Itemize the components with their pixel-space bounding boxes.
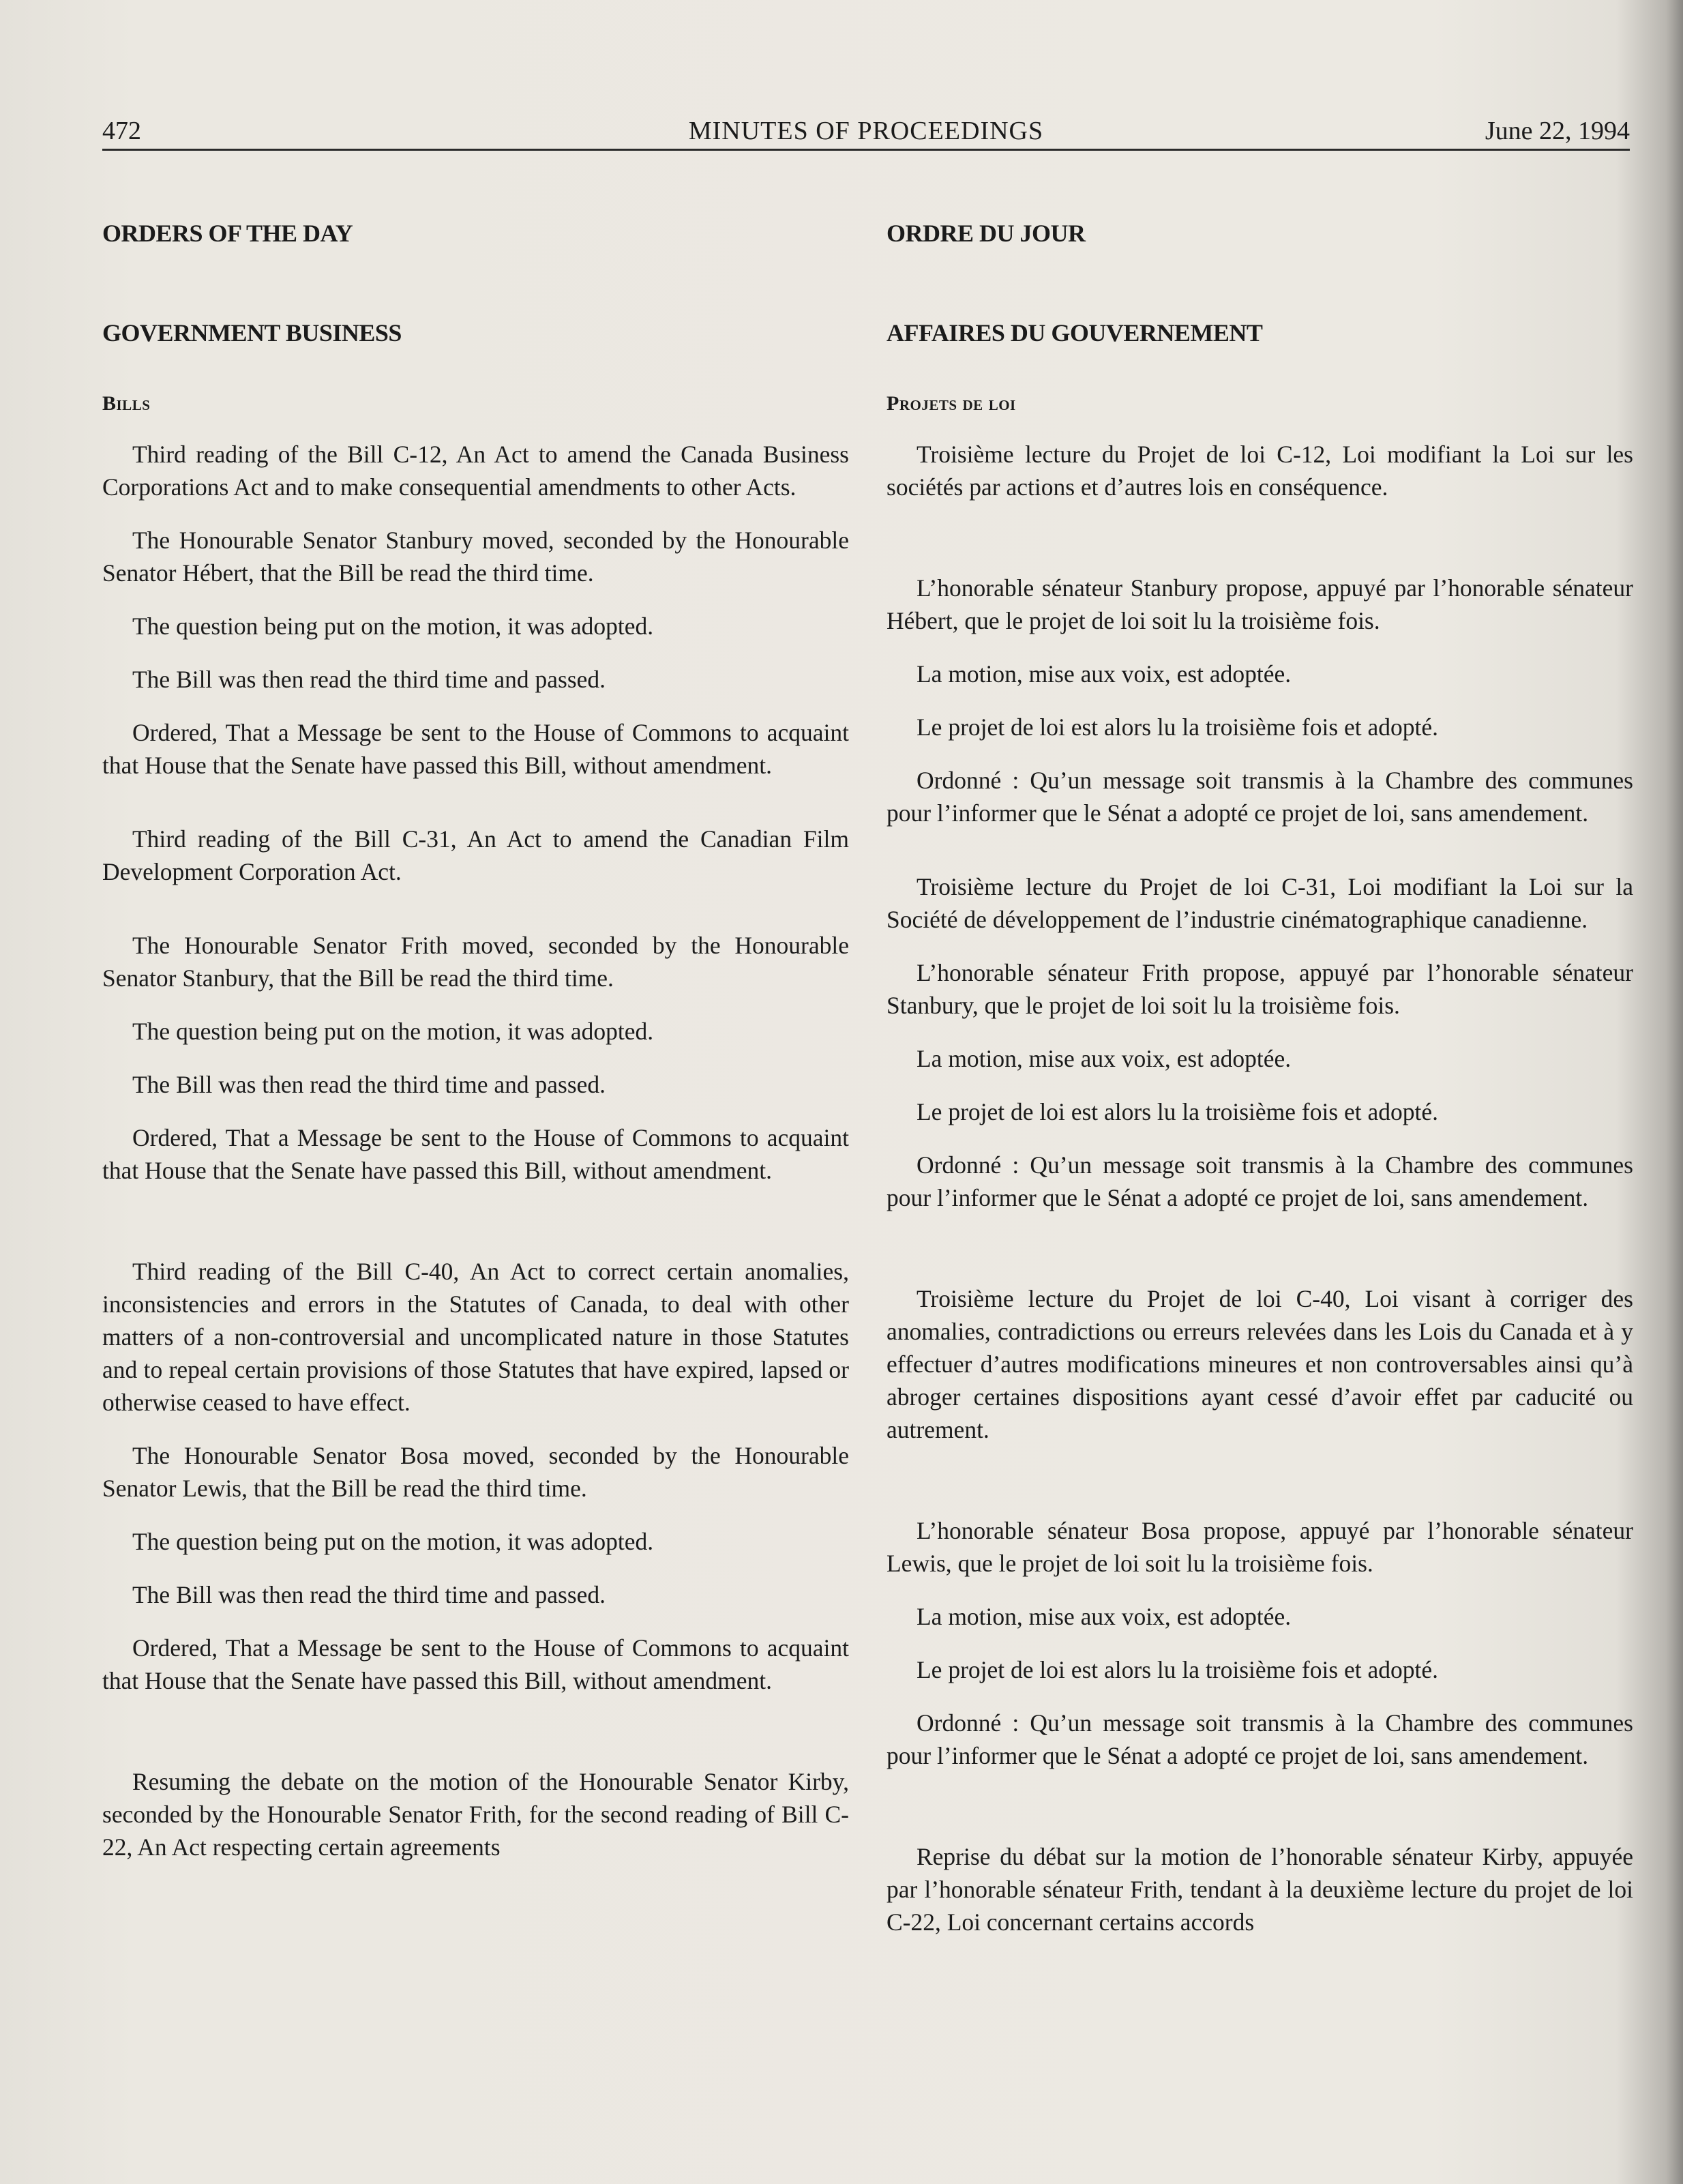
fr-paragraph: La motion, mise aux voix, est adoptée. (917, 1603, 1292, 1630)
en-paragraph: Ordered, That a Message be sent to the House of Commons to acquaint that House that the Senate have passed this Bill, without amendment. (102, 1634, 849, 1694)
fr-paragraph: Troisième lecture du Projet de loi C-40, Loi visant à corriger des anomalies, contradictions ou erreurs relevées dans les Lois du Canada et à y effectuer d’autres modifications mineures et non controversables ainsi qu’à abroger certaines dispositions ayant cessé d’avoir effet par caducité ou autrement. (887, 1285, 1633, 1443)
fr-paragraph: Le projet de loi est alors lu la troisième fois et adopté. (917, 713, 1439, 741)
heading-projets-de-loi: Projets de loi (887, 392, 1016, 415)
fr-paragraph: Reprise du débat sur la motion de l’honorable sénateur Kirby, appuyée par l’honorable sénateur Frith, tendant à la deuxième lecture du projet de loi C-22, Loi concernant certains accords (887, 1843, 1633, 1936)
fr-paragraph: La motion, mise aux voix, est adoptée. (917, 660, 1292, 688)
en-paragraph: Ordered, That a Message be sent to the House of Commons to acquaint that House that the Senate have passed this Bill, without amendment. (102, 719, 849, 779)
fr-paragraph: Ordonné : Qu’un message soit transmis à la Chambre des communes pour l’informer que le Sénat a adopté ce projet de loi, sans amendement. (887, 1709, 1633, 1769)
en-paragraph: The question being put on the motion, it was adopted. (132, 1528, 654, 1555)
fr-paragraph: Ordonné : Qu’un message soit transmis à la Chambre des communes pour l’informer que le Sénat a adopté ce projet de loi, sans amendement. (887, 1151, 1633, 1211)
en-paragraph: The Honourable Senator Frith moved, seconded by the Honourable Senator Stanbury, that the Bill be read the third time. (102, 932, 849, 992)
fr-paragraph: L’honorable sénateur Bosa propose, appuyé par l’honorable sénateur Lewis, que le projet de loi soit lu la troisième fois. (887, 1517, 1633, 1577)
en-paragraph: The Honourable Senator Bosa moved, seconded by the Honourable Senator Lewis, that the Bill be read the third time. (102, 1442, 849, 1502)
en-paragraph: The question being put on the motion, it was adopted. (132, 1018, 654, 1045)
fr-paragraph: Troisième lecture du Projet de loi C-12, Loi modifiant la Loi sur les sociétés par actions et d’autres lois en conséquence. (887, 441, 1633, 501)
running-title: MINUTES OF PROCEEDINGS (688, 117, 1044, 145)
heading-government-business: GOVERNMENT BUSINESS (102, 319, 402, 346)
en-paragraph: Third reading of the Bill C-31, An Act to amend the Canadian Film Development Corporation Act. (102, 825, 849, 885)
en-paragraph: The Bill was then read the third time and passed. (132, 1581, 606, 1608)
english-column (102, 217, 849, 1863)
running-header (102, 109, 1630, 151)
en-paragraph: The Honourable Senator Stanbury moved, seconded by the Honourable Senator Hébert, that the Bill be read the third time. (102, 527, 849, 587)
en-paragraph: Third reading of the Bill C-40, An Act to correct certain anomalies, inconsistencies and errors in the Statutes of Canada, to deal with other matters of a non-controversial and uncomplicated nature in those Statutes and to repeal certain provisions of those Statutes that have expired, lapsed or otherwise ceased to have effect. (102, 1258, 849, 1416)
fr-paragraph: Le projet de loi est alors lu la troisième fois et adopté. (917, 1098, 1439, 1125)
en-paragraph: Third reading of the Bill C-12, An Act to amend the Canada Business Corporations Act and to make consequential amendments to other Acts. (102, 441, 849, 501)
page-number: 472 (102, 117, 141, 145)
heading-affaires-du-gouvernement: AFFAIRES DU GOUVERNEMENT (887, 319, 1263, 346)
heading-orders-of-the-day: ORDERS OF THE DAY (102, 220, 353, 247)
en-paragraph: The Bill was then read the third time and passed. (132, 1071, 606, 1098)
fr-paragraph: L’honorable sénateur Stanbury propose, appuyé par l’honorable sénateur Hébert, que le projet de loi soit lu la troisième fois. (887, 574, 1633, 634)
en-paragraph: The question being put on the motion, it was adopted. (132, 613, 654, 640)
en-paragraph: Ordered, That a Message be sent to the House of Commons to acquaint that House that the Senate have passed this Bill, without amendment. (102, 1124, 849, 1184)
fr-paragraph: L’honorable sénateur Frith propose, appuyé par l’honorable sénateur Stanbury, que le projet de loi soit lu la troisième fois. (887, 959, 1633, 1019)
fr-paragraph: Le projet de loi est alors lu la troisième fois et adopté. (917, 1656, 1439, 1683)
en-paragraph: The Bill was then read the third time and passed. (132, 666, 606, 693)
fr-paragraph: Ordonné : Qu’un message soit transmis à la Chambre des communes pour l’informer que le Sénat a adopté ce projet de loi, sans amendement. (887, 767, 1633, 827)
fr-paragraph: Troisième lecture du Projet de loi C-31, Loi modifiant la Loi sur la Société de développement de l’industrie cinématographique canadienne. (887, 873, 1633, 933)
heading-ordre-du-jour: ORDRE DU JOUR (887, 220, 1086, 247)
en-paragraph: Resuming the debate on the motion of the Honourable Senator Kirby, seconded by the Honourable Senator Frith, for the second reading of Bill C-22, An Act respecting certain agreements (102, 1768, 849, 1861)
heading-bills: Bills (102, 392, 151, 415)
french-column (887, 217, 1633, 1938)
fr-paragraph: La motion, mise aux voix, est adoptée. (917, 1045, 1292, 1072)
header-date: June 22, 1994 (1485, 117, 1630, 145)
